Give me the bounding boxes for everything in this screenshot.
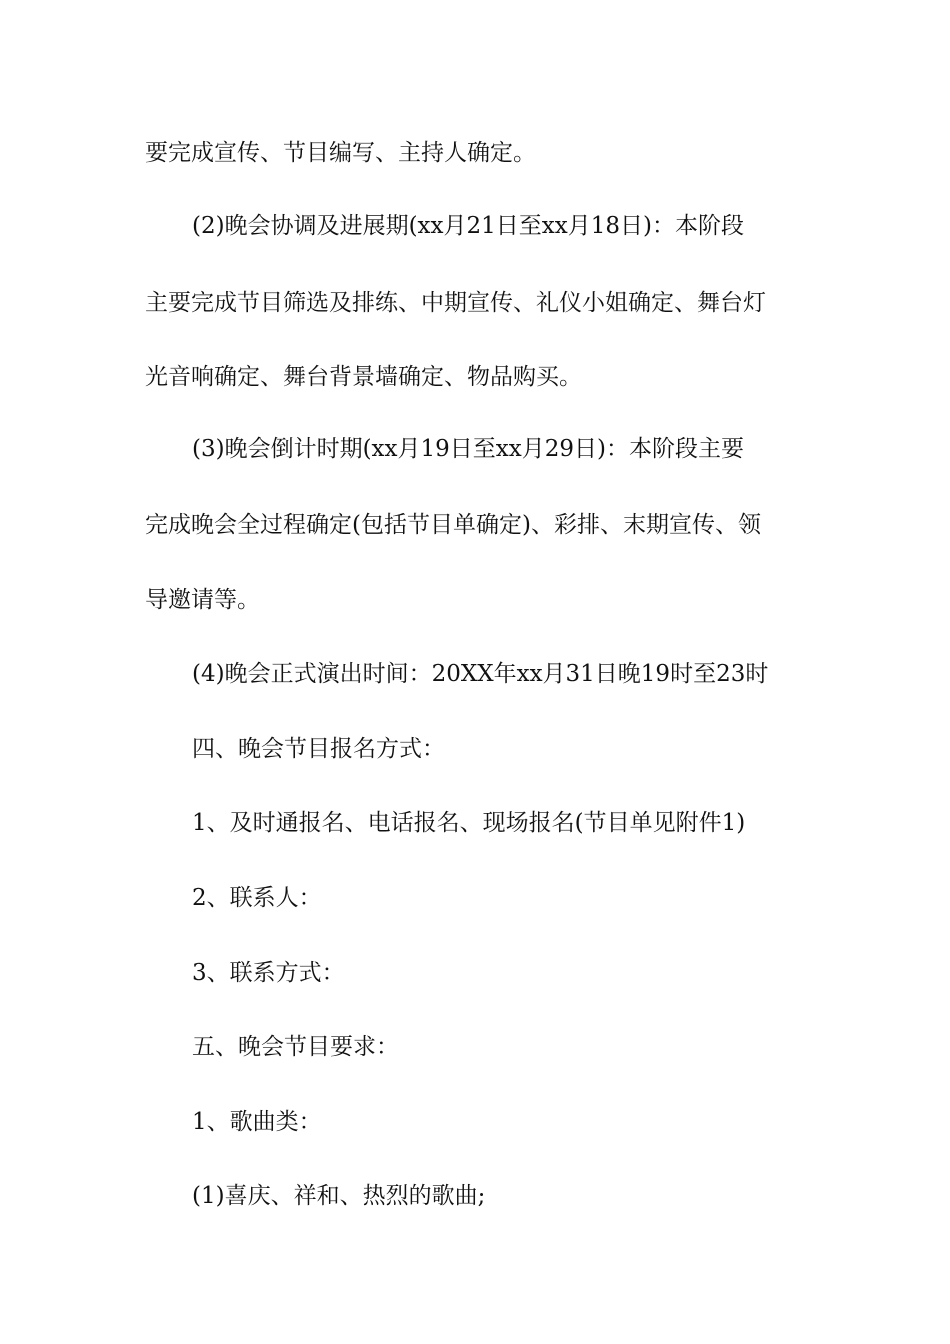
text-line: (4)晚会正式演出时间：20XX年xx月31日晚19时至23时 xyxy=(192,661,769,687)
text-line: 1、歌曲类： xyxy=(192,1109,322,1135)
text-line: 3、联系方式： xyxy=(192,960,345,986)
text-line: (2)晚会协调及进展期(xx月21日至xx月18日)：本阶段 xyxy=(192,213,744,239)
text-line: 主要完成节目筛选及排练、中期宣传、礼仪小姐确定、舞台灯 xyxy=(145,290,766,316)
text-line: 1、及时通报名、电话报名、现场报名(节目单见附件1) xyxy=(192,810,746,836)
text-line: 完成晚会全过程确定(包括节目单确定)、彩排、末期宣传、领 xyxy=(145,512,761,538)
section-heading: 四、晚会节目报名方式： xyxy=(192,736,445,762)
text-line: 要完成宣传、节目编写、主持人确定。 xyxy=(145,140,536,166)
text-line: 2、联系人： xyxy=(192,885,322,911)
text-line: 导邀请等。 xyxy=(145,587,260,613)
section-heading: 五、晚会节目要求： xyxy=(192,1034,399,1060)
text-line: 光音响确定、舞台背景墙确定、物品购买。 xyxy=(145,364,582,390)
text-line: (3)晚会倒计时期(xx月19日至xx月29日)：本阶段主要 xyxy=(192,436,744,462)
text-line: (1)喜庆、祥和、热烈的歌曲; xyxy=(192,1183,486,1209)
